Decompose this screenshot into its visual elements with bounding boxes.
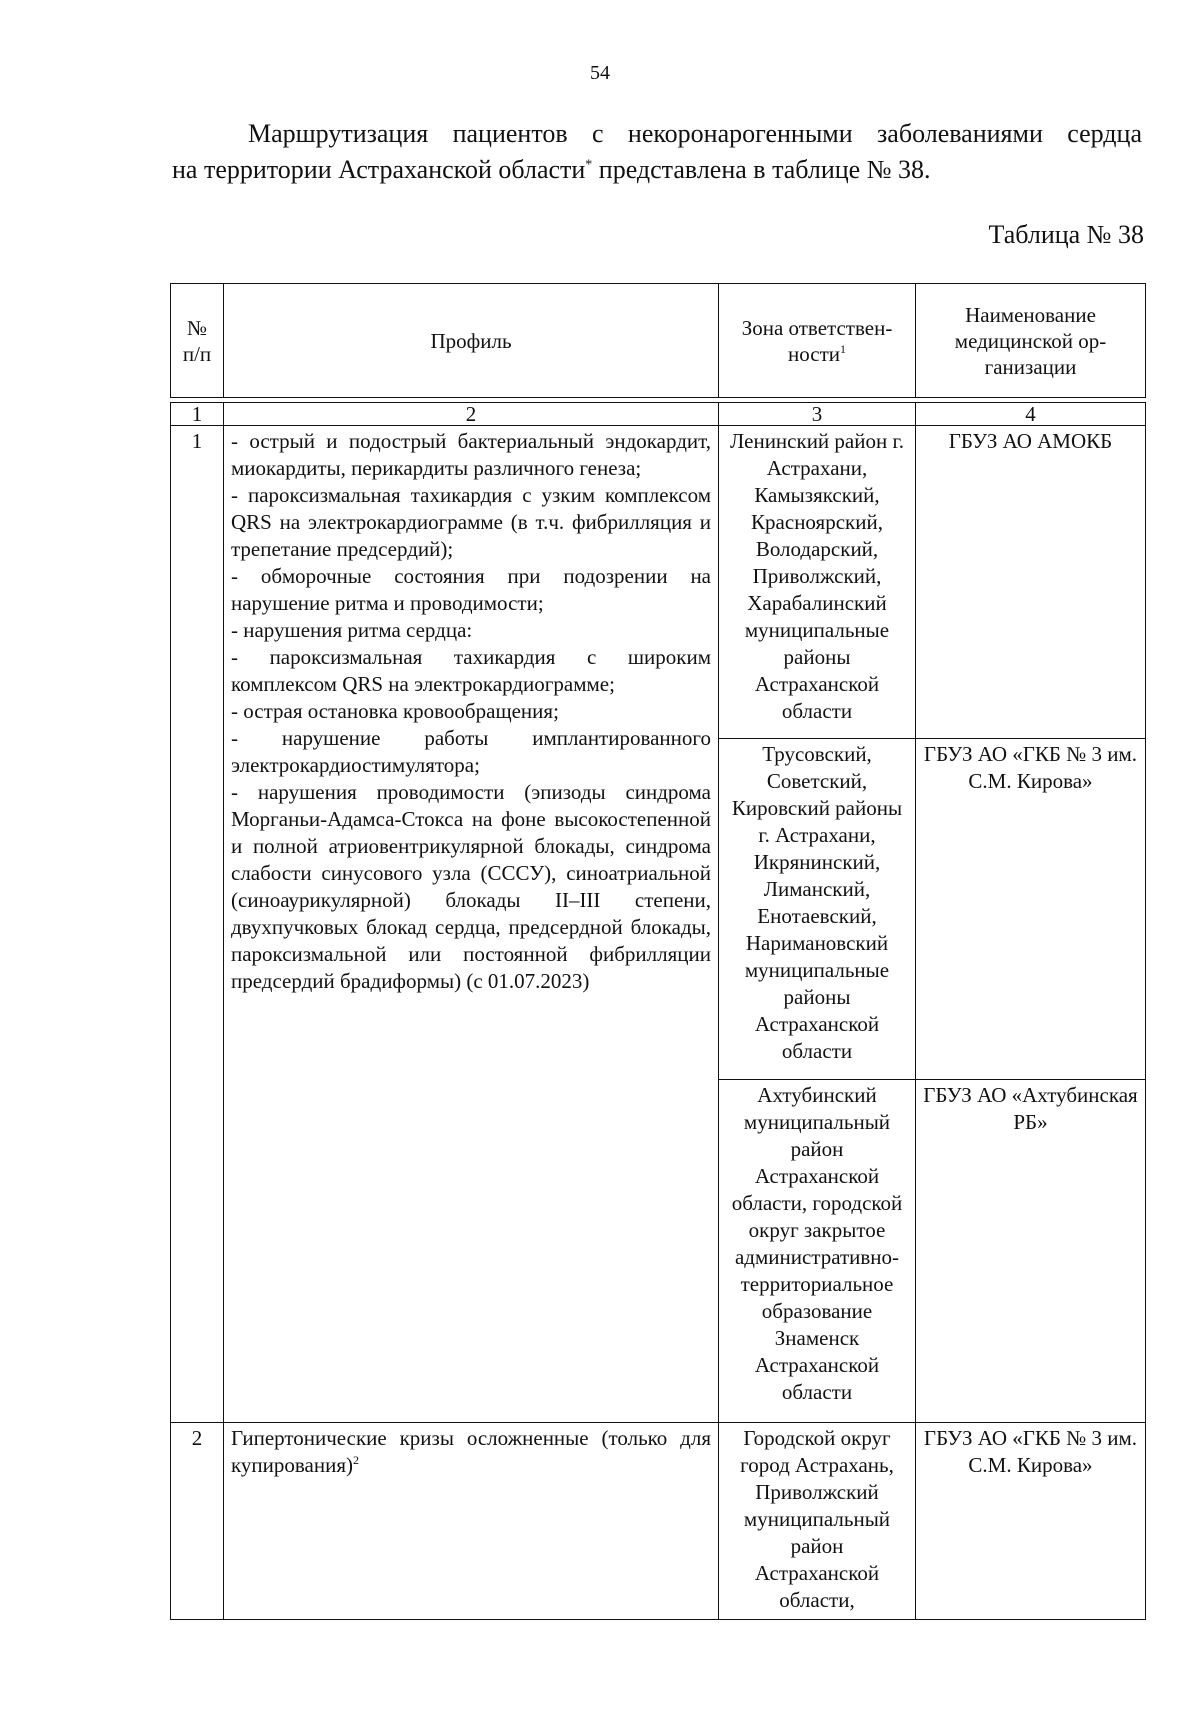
row-number: 2 [171, 1423, 224, 1620]
profile-line: - пароксизмальная тахикардия с широким комплексом QRS на электрокардиограмме; [231, 645, 711, 696]
routing-table [170, 402, 1146, 1620]
intro-line-1: Маршрутизация пациентов с некоронарогенными заболеваниями сердца [248, 119, 1142, 148]
profile-line: - нарушения проводимости (эпизоды синдрома Морганьи-Адамса-Стокса на фоне высокостепенной и полной атриовентрикулярной блокады, синдрома слабости синусового узла (СССУ), синоатриальной (синоаурикулярной) блокады II–III степени, двухпучковых блокад сердца, предсердной блокады, пароксизмальной или постоянной фибрилляции предсердий брадиформы) (с 01.07.2023) [231, 780, 711, 993]
intro-paragraph [172, 116, 1142, 188]
profile-line: - пароксизмальная тахикардия с узким комплексом QRS на электрокардиограмме (в т.ч. фибрилляция и трепетание предсердий); [231, 483, 711, 561]
zone-cell: Ахтубинский муниципальный район Астраханской области, городской округ закрытое административно-территориальное образование Знаменск Астраханской области [719, 1080, 916, 1423]
profile-line: - нарушения ритма сердца: [231, 618, 473, 642]
profile-cell: Гипертонические кризы осложненные (только для купирования)$^2$ [224, 1423, 719, 1620]
zone-cell: Городской округ город Астрахань, Приволжский муниципальный район Астраханской области, [719, 1423, 916, 1620]
footnote-mark: * [585, 157, 593, 173]
header-no: № п/п [171, 284, 224, 398]
col-number: 4 [916, 403, 1146, 426]
org-cell: ГБУЗ АО «Ахтубинская РБ» [916, 1080, 1146, 1423]
profile-line: - острая остановка кровообращения; [231, 699, 559, 723]
profile-cell [224, 426, 719, 1423]
table-row [171, 426, 1146, 739]
org-cell: ГБУЗ АО «ГКБ № 3 им. С.М. Кирова» [916, 1423, 1146, 1620]
profile-line: - нарушение работы имплантированного электрокардиостимулятора; [231, 726, 711, 777]
profile-line: - обморочные состояния при подозрении на нарушение ритма и проводимости; [231, 564, 711, 615]
row-number: 1 [171, 426, 224, 1423]
header-zone: Зона ответствен-ности$^1$ [719, 284, 916, 398]
intro-line-2: на территории Астраханской области* представлена в таблице № 38. [172, 155, 931, 184]
column-number-row [171, 403, 1146, 426]
col-number: 3 [719, 403, 916, 426]
profile-line: - острый и подострый бактериальный эндокардит, миокардиты, перикардиты различного генеза; [231, 429, 711, 480]
table-row [171, 1423, 1146, 1620]
org-cell: ГБУЗ АО «ГКБ № 3 им. С.М. Кирова» [916, 739, 1146, 1080]
page-number: 54 [590, 62, 610, 84]
org-cell: ГБУЗ АО АМОКБ [916, 426, 1146, 739]
zone-cell: Трусовский, Советский, Кировский районы г. Астрахани, Икрянинский, Лиманский, Енотаевский, Наримановский муниципальные районы Астраханской области [719, 739, 916, 1080]
header-profile: Профиль [224, 284, 719, 398]
col-number: 1 [171, 403, 224, 426]
table-caption: Таблица № 38 [988, 220, 1144, 249]
footnote-mark: 2 [352, 1453, 359, 1467]
zone-cell: Ленинский район г. Астрахани, Камызякский, Красноярский, Володарский, Приволжский, Харабалинский муниципальные районы Астраханской области [719, 426, 916, 739]
header-org: Наименование медицинской ор-ганизации [916, 284, 1146, 398]
col-number: 2 [224, 403, 719, 426]
table-header [170, 283, 1146, 398]
